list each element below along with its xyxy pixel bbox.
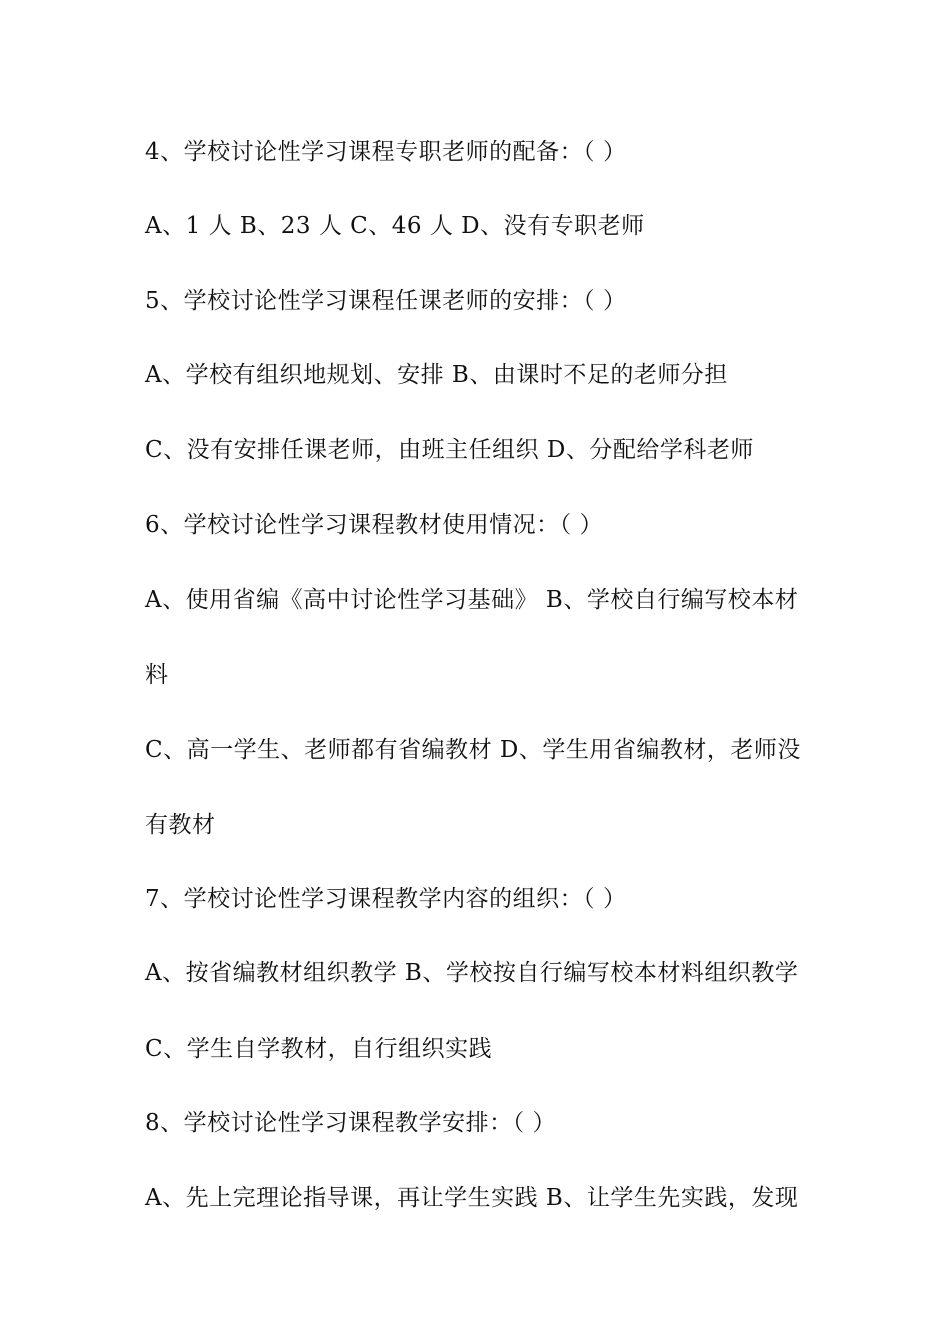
question-4-options: A、1 人 B、23 人 C、46 人 D、没有专职老师	[145, 213, 645, 239]
question-7-options-ab: A、按省编教材组织教学 B、学校按自行编写校本材料组织教学	[145, 960, 799, 986]
question-5-options-ab: A、学校有组织地规划、安排 B、由课时不足的老师分担	[145, 362, 728, 388]
question-6-options-cd: C、高一学生、老师都有省编教材 D、学生用省编教材，老师没	[145, 737, 801, 763]
question-5-options-cd: C、没有安排任课老师，由班主任组织 D、分配给学科老师	[145, 437, 754, 463]
question-8: 8、学校讨论性学习课程教学安排：（ ）	[145, 1110, 556, 1136]
question-7-option-c: C、学生自学教材，自行组织实践	[145, 1036, 493, 1062]
question-6-options-ab: A、使用省编《高中讨论性学习基础》 B、学校自行编写校本材	[145, 587, 799, 613]
question-8-options-ab: A、先上完理论指导课，再让学生实践 B、让学生先实践，发现	[145, 1185, 799, 1211]
question-6-options-cd-cont: 有教材	[145, 812, 216, 838]
question-6: 6、学校讨论性学习课程教材使用情况：（ ）	[145, 512, 603, 538]
question-7: 7、学校讨论性学习课程教学内容的组织：（ ）	[145, 886, 627, 912]
question-4: 4、学校讨论性学习课程专职老师的配备：（ ）	[145, 139, 627, 165]
question-6-options-ab-cont: 料	[145, 662, 169, 688]
question-5: 5、学校讨论性学习课程任课老师的安排：（ ）	[145, 288, 627, 314]
